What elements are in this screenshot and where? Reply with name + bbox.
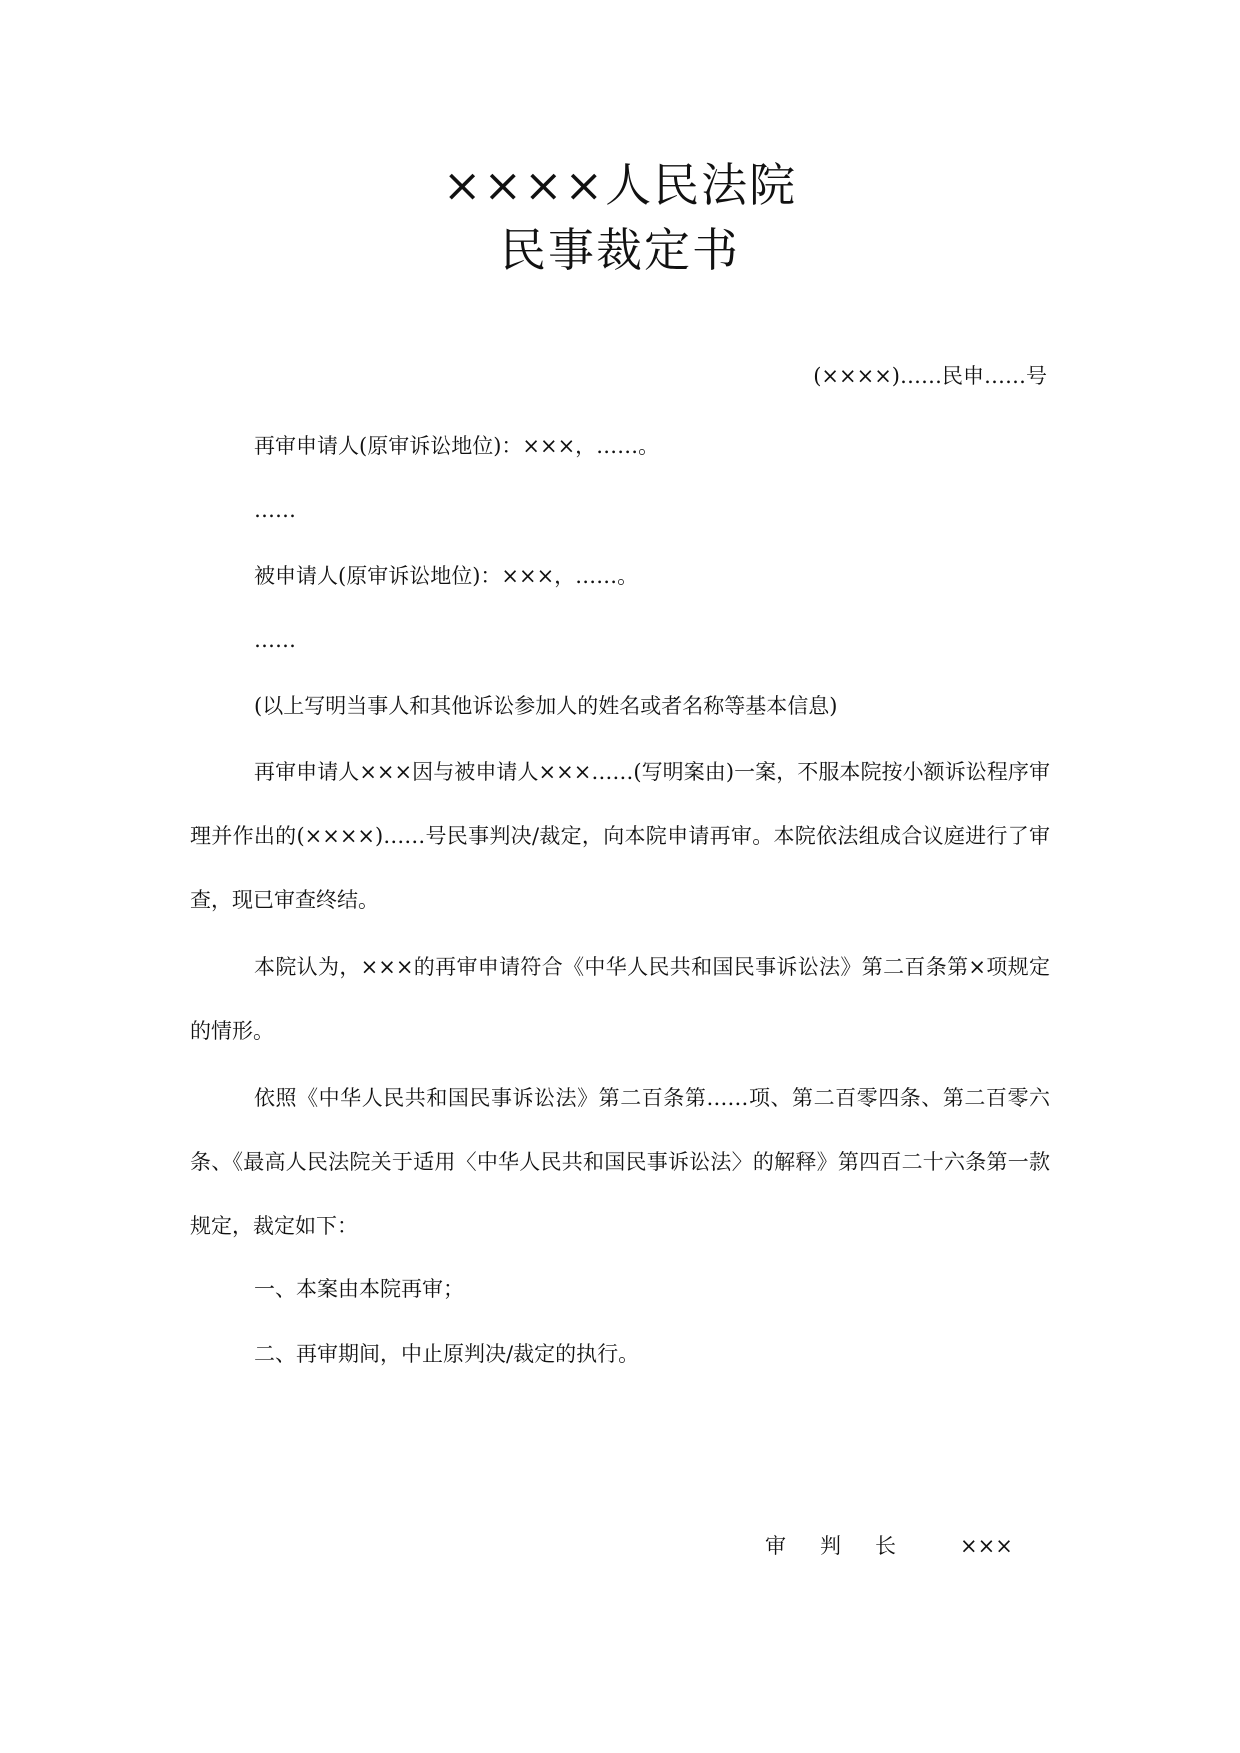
signature-block xyxy=(765,1532,1013,1560)
ruling-item-2: 二、再审期间，中止原判决/裁定的执行。 xyxy=(254,1342,640,1366)
applicant-line: 再审申请人(原审诉讼地位)：×××，……。 xyxy=(254,434,660,458)
body-paragraph-basis: 依照《中华人民共和国民事诉讼法》第二百条第……项、第二百零四条、第二百零六条、《最高人民法院关于适用〈中华人民共和国民事诉讼法〉的解释》第四百二十六条第一款规定，裁定如下： xyxy=(190,1086,1050,1238)
case-number: (××××)……民申……号 xyxy=(813,364,1047,388)
document-type-title: 民事裁定书 xyxy=(500,223,740,277)
body-paragraph-opinion: 本院认为，×××的再审申请符合《中华人民共和国民事诉讼法》第二百条第×项规定的情形。 xyxy=(190,955,1050,1043)
body-paragraph-facts: 再审申请人×××因与被申请人×××……(写明案由)一案，不服本院按小额诉讼程序审理并作出的(××××)……号民事判决/裁定，向本院申请再审。本院依法组成合议庭进行了审查，现已审查终结。 xyxy=(190,760,1050,912)
signature-role: 审判长 xyxy=(765,1534,930,1558)
signature-name: ××× xyxy=(960,1534,1013,1558)
applicant-ellipsis: …… xyxy=(254,498,296,522)
parties-note: (以上写明当事人和其他诉讼参加人的姓名或者名称等基本信息) xyxy=(254,694,838,718)
court-name: ××××人民法院 xyxy=(442,158,798,212)
respondent-line: 被申请人(原审诉讼地位)：×××，……。 xyxy=(254,564,639,588)
respondent-ellipsis: …… xyxy=(254,628,296,652)
ruling-item-1: 一、本案由本院再审； xyxy=(254,1277,464,1301)
